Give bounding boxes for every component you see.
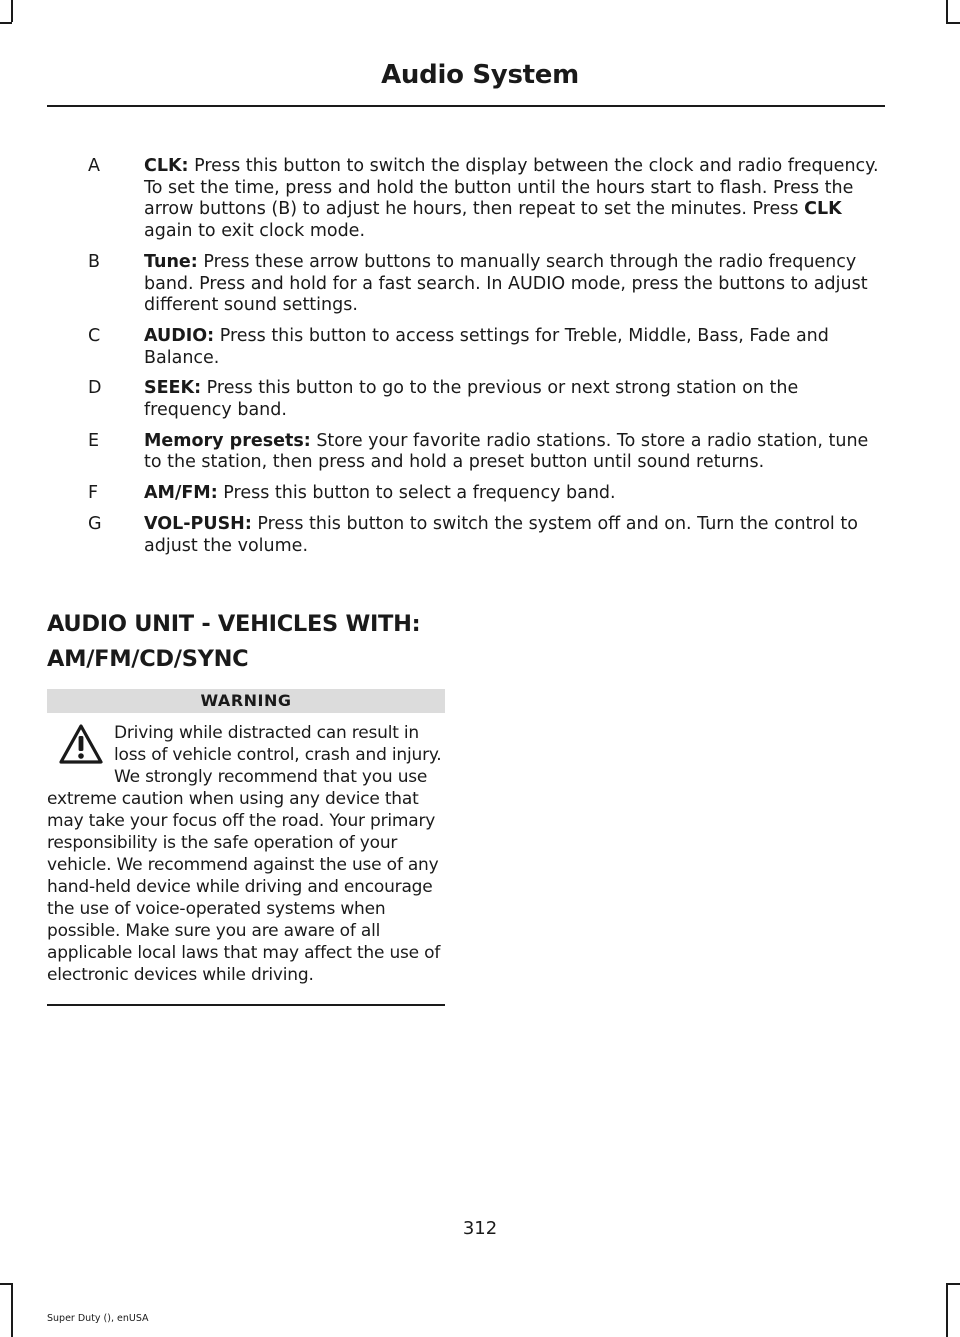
item-term: AM/FM: [144, 483, 218, 504]
crop-mark-top-right-h [946, 22, 960, 24]
item-term: SEEK: [144, 378, 202, 399]
item-inline-term: CLK [804, 199, 842, 220]
item-term: Memory presets: [144, 430, 311, 451]
item-text: Press this button to go to the previous or next strong station on the frequency band. [144, 378, 799, 421]
item-letter: F [88, 483, 99, 504]
section-heading-line-1: AUDIO UNIT - VEHICLES WITH: [47, 611, 421, 637]
item-text: Store your favorite radio stations. To store a radio station, tune to the station, then press and hold a preset button until sound returns. [144, 430, 869, 473]
item-text: Press this button to select a frequency band. [217, 483, 616, 504]
list-item-a [70, 156, 880, 243]
item-letter: A [88, 156, 100, 176]
header-rule [47, 105, 885, 107]
list-item-f [70, 483, 880, 505]
item-letter: D [88, 378, 102, 399]
item-text-tail: again to exit clock mode. [144, 221, 366, 242]
crop-mark-top-left-h [0, 22, 12, 24]
warning-label-bar: WARNING [47, 689, 445, 713]
warning-bottom-rule [47, 1004, 445, 1006]
page-number: 312 [462, 1218, 498, 1239]
item-letter: G [88, 513, 102, 534]
control-descriptions-list [70, 156, 880, 566]
crop-mark-top-right-v [946, 0, 948, 22]
item-term: CLK: [144, 156, 189, 176]
crop-mark-top-left-v [11, 0, 13, 22]
item-letter: B [88, 251, 101, 272]
section-heading [47, 607, 420, 677]
publication-footer: Super Duty (), enUSA [47, 1313, 149, 1324]
crop-mark-bottom-right-v [946, 1283, 948, 1337]
warning-text: Driving while distracted can result in loss of vehicle control, crash and injury. We strongly recommend that you use extreme caution when using any device that may take your focus off the road. Your primary responsibility is the safe operation of your vehicle. We recommend against the use of any hand-held device while driving and encourage the use of voice-operated systems when possible. Make sure you are aware of all applicable local laws that may affect the use of electronic devices while driving. [47, 723, 442, 985]
item-letter: E [88, 430, 100, 451]
item-text: Press this button to switch the display between the clock and radio frequency. To set the time, press and hold the button until the hours start to flash. Press the arrow buttons (B) to adjust he hours, then repeat to set the minutes. Press [144, 156, 879, 220]
list-item-e [70, 431, 880, 474]
list-item-b [70, 252, 880, 317]
item-term: VOL-PUSH: [144, 513, 252, 534]
item-text: Press this button to access settings for Treble, Middle, Bass, Fade and Balance. [144, 325, 829, 368]
list-item-g [70, 514, 880, 557]
item-term: Tune: [144, 251, 198, 272]
list-item-d [70, 378, 880, 421]
crop-mark-bottom-left-v [11, 1283, 13, 1337]
section-heading-line-2: AM/FM/CD/SYNC [47, 646, 249, 672]
item-text: Press this button to switch the system off and on. Turn the control to adjust the volume. [144, 513, 858, 556]
warning-body [47, 722, 447, 986]
crop-mark-bottom-left-h [0, 1283, 12, 1285]
page-header-title: Audio System [381, 60, 579, 90]
list-item-c [70, 326, 880, 369]
item-term: AUDIO: [144, 325, 215, 346]
item-letter: C [88, 325, 101, 346]
crop-mark-bottom-right-h [946, 1283, 960, 1285]
item-text: Press these arrow buttons to manually search through the radio frequency band. Press and hold for a fast search. In AUDIO mode, press the buttons to adjust different sound settings. [144, 251, 868, 316]
icon-spacer [47, 722, 114, 786]
